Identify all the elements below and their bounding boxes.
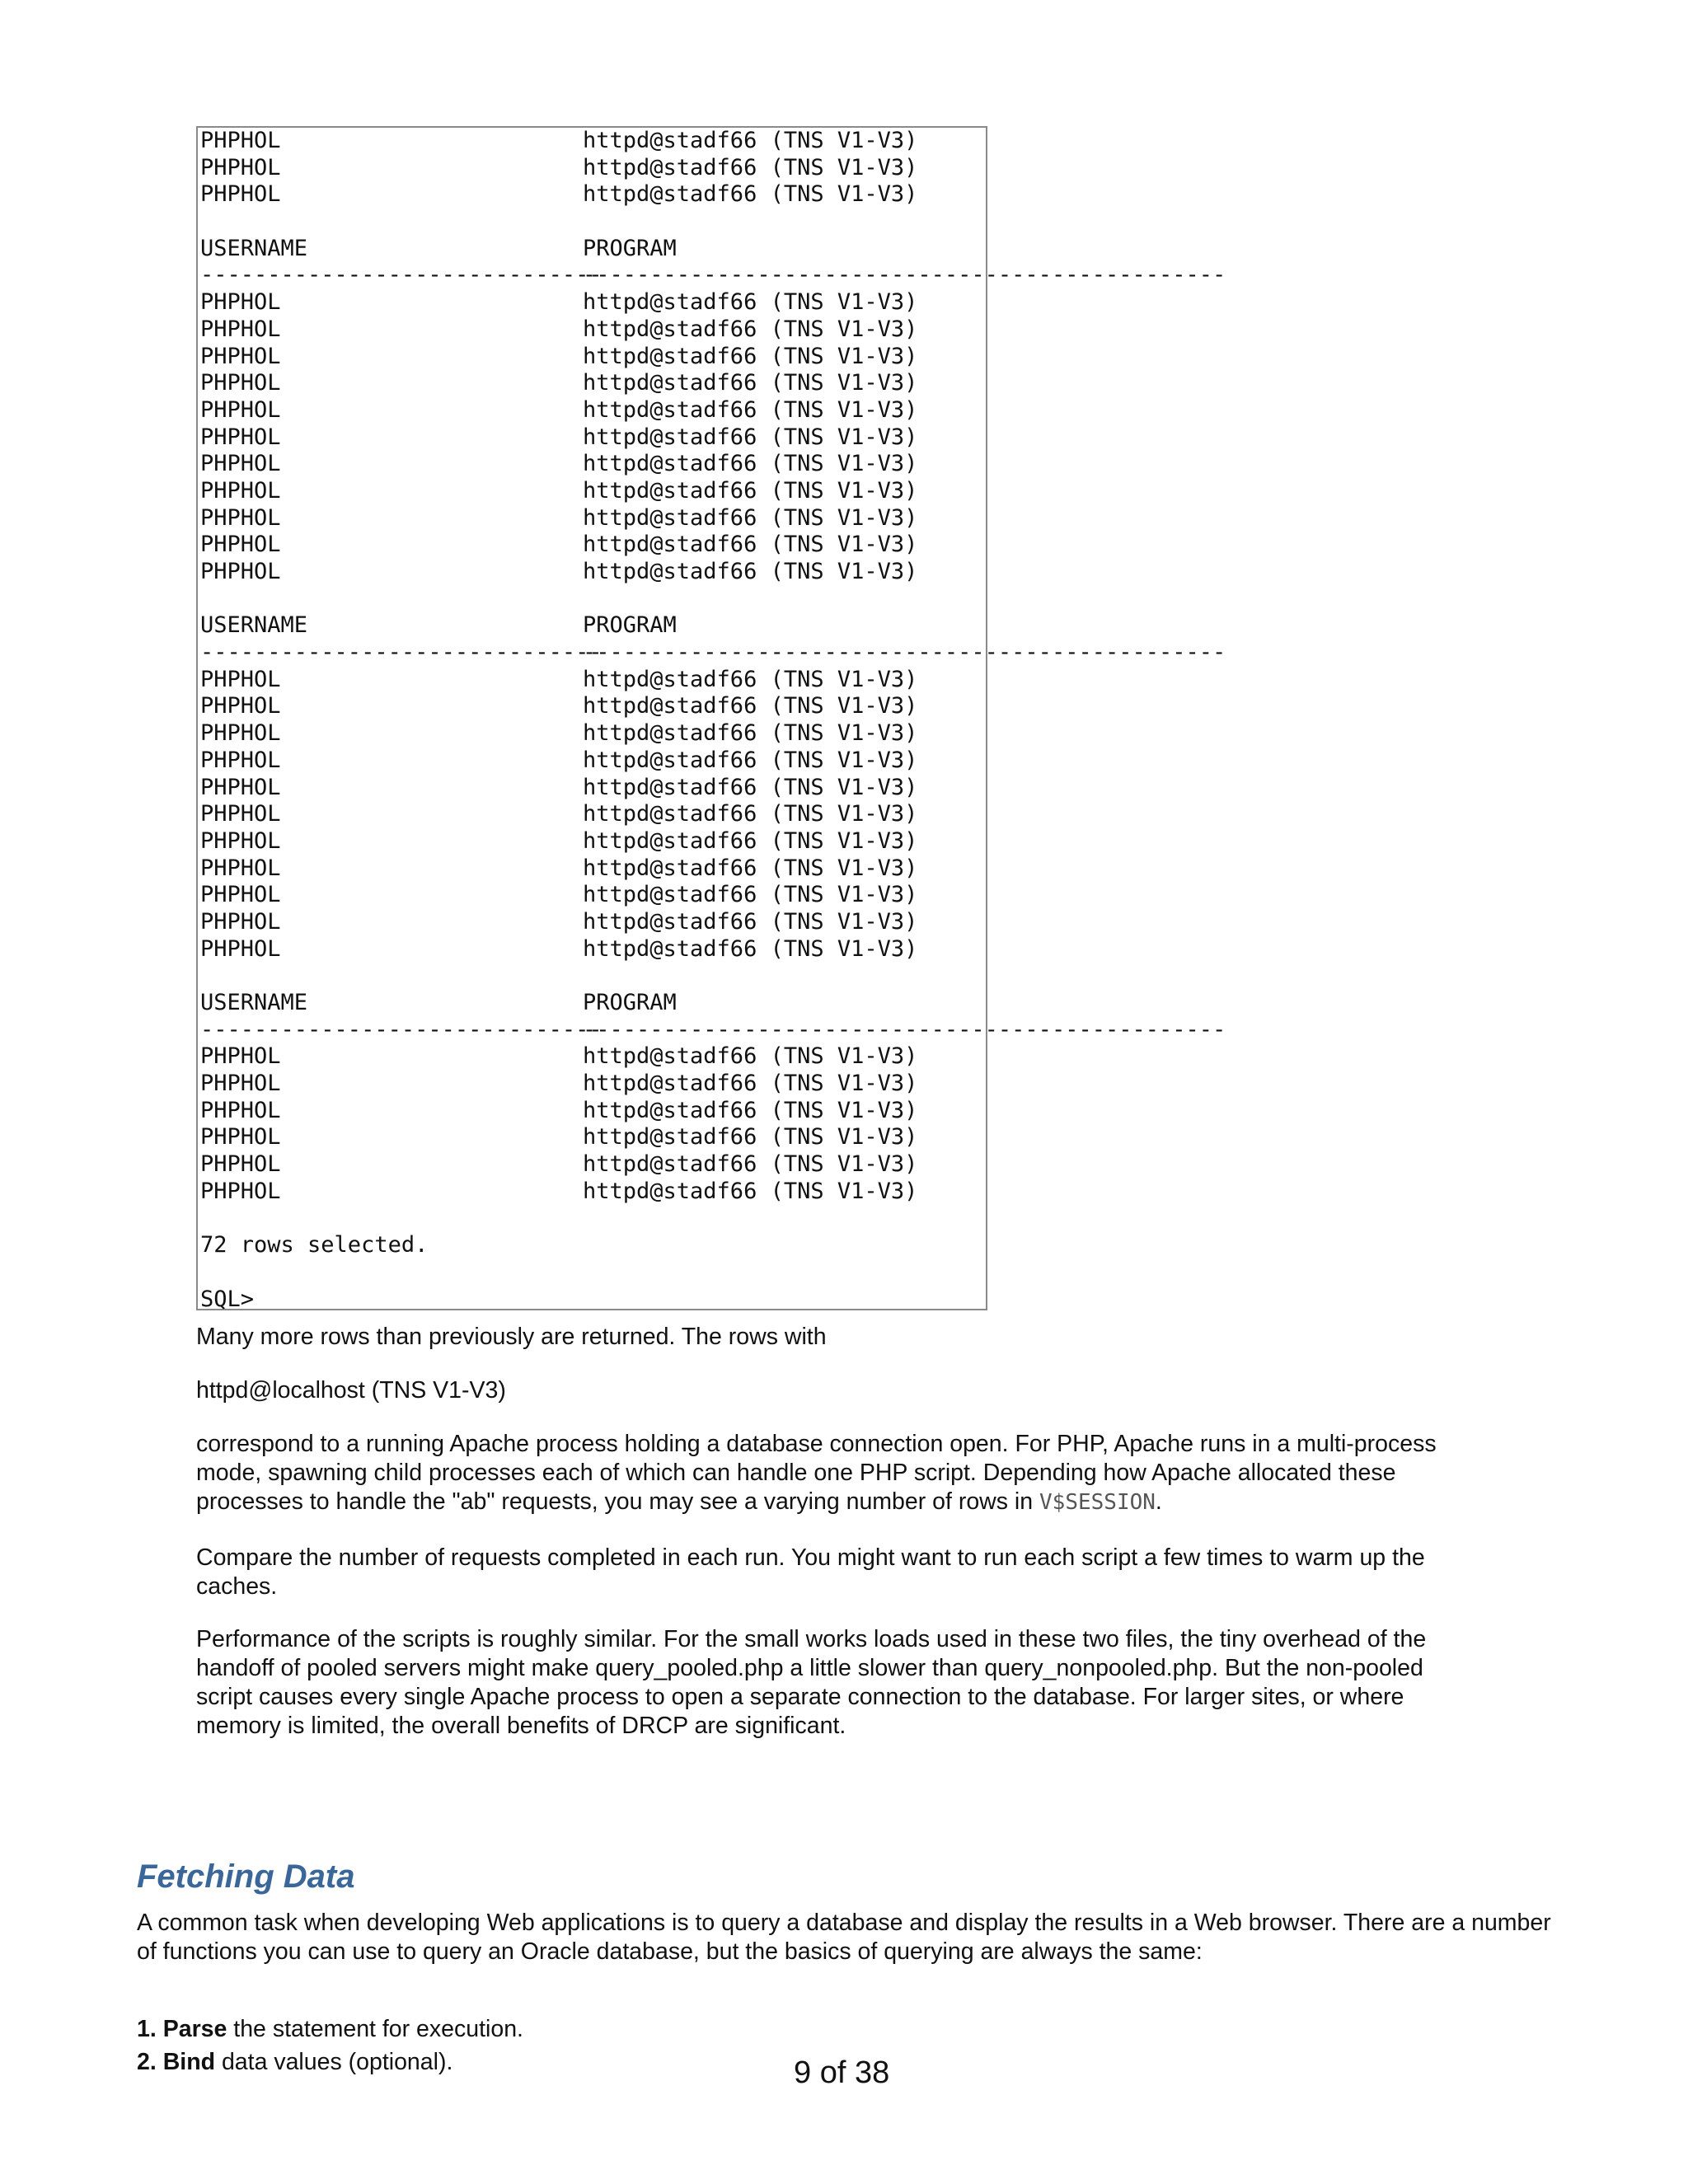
session-row <box>200 720 986 748</box>
header-separator <box>200 1016 1226 1044</box>
session-row <box>200 155 986 182</box>
paragraph-compare-requests: Compare the number of requests completed in each run. You might want to run each script a few times to warm up the caches. <box>196 1544 1425 1600</box>
blank-line <box>200 1259 986 1286</box>
session-row <box>200 909 986 936</box>
section-heading-fetching-data: Fetching Data <box>137 1858 355 1895</box>
section-intro: A common task when developing Web applications is to query a database and display the results in a Web browser. There are a number of functions you can use to query an Oracle database, but the basics of querying are always the same: <box>137 1910 1551 1965</box>
paragraph-program-name: httpd@localhost (TNS V1-V3) <box>196 1377 506 1404</box>
session-row-program: httpd@stadf66 (TNS V1-V3) <box>583 827 918 854</box>
session-row-username: PHPHOL <box>200 693 281 719</box>
column-header-row <box>200 236 986 263</box>
session-row <box>200 667 986 694</box>
session-row-username: PHPHOL <box>200 747 281 773</box>
session-row <box>200 532 986 559</box>
session-row <box>200 936 986 963</box>
blank-line <box>200 586 986 613</box>
session-row-program: httpd@stadf66 (TNS V1-V3) <box>583 882 918 908</box>
paragraph-rows-returned: Many more rows than previously are returned. The rows with <box>196 1324 827 1350</box>
header-separator <box>200 262 1226 289</box>
list-item <box>137 2013 523 2046</box>
session-row <box>200 316 986 344</box>
session-row-username: PHPHOL <box>200 1178 281 1204</box>
session-row <box>200 693 986 720</box>
session-row <box>200 505 986 532</box>
session-row-username: PHPHOL <box>200 855 281 881</box>
column-header-row <box>200 990 986 1017</box>
session-row-program: httpd@stadf66 (TNS V1-V3) <box>583 1124 918 1151</box>
session-row-username: PHPHOL <box>200 1151 281 1178</box>
session-row-username: PHPHOL <box>200 666 281 692</box>
session-row <box>200 128 986 155</box>
header-separator <box>200 640 1226 667</box>
session-row-program: httpd@stadf66 (TNS V1-V3) <box>583 424 918 450</box>
session-row-program: httpd@stadf66 (TNS V1-V3) <box>583 774 918 800</box>
vsession-code: V$SESSION <box>1039 1490 1156 1515</box>
column-header-row-program: PROGRAM <box>583 990 677 1015</box>
step-keyword: Bind <box>162 2049 216 2075</box>
paragraph-apache-process <box>196 1430 1482 1517</box>
session-row-username: PHPHOL <box>200 801 281 827</box>
session-row-username: PHPHOL <box>200 1124 281 1151</box>
session-row-program: httpd@stadf66 (TNS V1-V3) <box>583 855 918 881</box>
session-row <box>200 1098 986 1125</box>
step-keyword: Parse <box>162 2016 227 2042</box>
rows-selected-line: 72 rows selected. <box>200 1232 429 1258</box>
sql-prompt: SQL> <box>200 1286 255 1312</box>
session-row-username: PHPHOL <box>200 128 281 153</box>
session-row <box>200 1151 986 1179</box>
session-row-username: PHPHOL <box>200 154 281 180</box>
session-row-program: httpd@stadf66 (TNS V1-V3) <box>583 181 918 208</box>
column-header-row-username: USERNAME <box>200 990 308 1015</box>
session-row-program: httpd@stadf66 (TNS V1-V3) <box>583 504 918 531</box>
session-row-username: PHPHOL <box>200 396 281 423</box>
session-row-username: PHPHOL <box>200 882 281 908</box>
separator-program: ------------------------------------------------ <box>583 1016 1226 1043</box>
session-row <box>200 344 986 371</box>
session-row <box>200 289 986 316</box>
session-row <box>200 801 986 828</box>
session-row-username: PHPHOL <box>200 935 281 962</box>
step-number: 2. <box>137 2049 157 2075</box>
session-row-program: httpd@stadf66 (TNS V1-V3) <box>583 1151 918 1178</box>
session-row-username: PHPHOL <box>200 477 281 504</box>
session-row <box>200 397 986 424</box>
session-row-program: httpd@stadf66 (TNS V1-V3) <box>583 532 918 558</box>
session-row <box>200 478 986 505</box>
session-row <box>200 1043 986 1071</box>
session-row-username: PHPHOL <box>200 181 281 208</box>
session-row-username: PHPHOL <box>200 559 281 584</box>
session-row <box>200 451 986 478</box>
session-row-username: PHPHOL <box>200 1043 281 1070</box>
session-row <box>200 775 986 802</box>
column-header-row-program: PROGRAM <box>583 235 677 261</box>
paragraph-performance: Performance of the scripts is roughly similar. For the small works loads used in these two files, the tiny overhead of the handoff of pooled servers might make query_pooled.php a little slower than query_nonpooled.php. But the non-pooled script causes every single Apache process to open a separate connection to the database. For larger sites, or where memory is limited, the overall benefits of DRCP are significant. <box>196 1626 1427 1739</box>
blank-line <box>200 209 986 236</box>
session-row-program: httpd@stadf66 (TNS V1-V3) <box>583 747 918 773</box>
session-row-username: PHPHOL <box>200 532 281 558</box>
list-item <box>137 2046 523 2079</box>
session-row-program: httpd@stadf66 (TNS V1-V3) <box>583 559 918 584</box>
session-row-program: httpd@stadf66 (TNS V1-V3) <box>583 477 918 504</box>
session-row-program: httpd@stadf66 (TNS V1-V3) <box>583 693 918 719</box>
session-row <box>200 424 986 452</box>
session-row-username: PHPHOL <box>200 720 281 747</box>
session-row-program: httpd@stadf66 (TNS V1-V3) <box>583 720 918 747</box>
step-number: 1. <box>137 2016 157 2042</box>
session-row-username: PHPHOL <box>200 289 281 316</box>
session-row <box>200 828 986 855</box>
session-row-username: PHPHOL <box>200 451 281 477</box>
session-row <box>200 181 986 209</box>
sql-terminal-output <box>196 126 1226 1312</box>
session-row-program: httpd@stadf66 (TNS V1-V3) <box>583 154 918 180</box>
session-row-program: httpd@stadf66 (TNS V1-V3) <box>583 1043 918 1070</box>
separator-username: ------------------------------ <box>200 1016 603 1043</box>
column-header-row-username: USERNAME <box>200 612 308 639</box>
session-row <box>200 1071 986 1098</box>
session-row-program: httpd@stadf66 (TNS V1-V3) <box>583 289 918 316</box>
session-row-username: PHPHOL <box>200 774 281 800</box>
session-row-username: PHPHOL <box>200 316 281 342</box>
blank-line <box>200 963 986 990</box>
column-header-row <box>200 612 986 640</box>
separator-username: ------------------------------ <box>200 640 603 666</box>
session-row-program: httpd@stadf66 (TNS V1-V3) <box>583 908 918 935</box>
session-row-username: PHPHOL <box>200 908 281 935</box>
session-row-username: PHPHOL <box>200 1071 281 1097</box>
session-row-program: httpd@stadf66 (TNS V1-V3) <box>583 1071 918 1097</box>
paragraph-apache-process-end: . <box>1155 1488 1162 1515</box>
blank-line <box>200 1206 986 1233</box>
session-row-program: httpd@stadf66 (TNS V1-V3) <box>583 128 918 153</box>
page-number: 9 of 38 <box>794 2055 890 2090</box>
session-row <box>200 882 986 909</box>
session-row-program: httpd@stadf66 (TNS V1-V3) <box>583 343 918 369</box>
column-header-row-program: PROGRAM <box>583 612 677 639</box>
session-row-program: httpd@stadf66 (TNS V1-V3) <box>583 666 918 692</box>
session-row-username: PHPHOL <box>200 1097 281 1123</box>
session-row <box>200 1124 986 1151</box>
session-row-program: httpd@stadf66 (TNS V1-V3) <box>583 451 918 477</box>
session-row-username: PHPHOL <box>200 827 281 854</box>
session-row-program: httpd@stadf66 (TNS V1-V3) <box>583 370 918 396</box>
query-steps-list <box>137 2013 523 2079</box>
separator-program: ------------------------------------------------ <box>583 640 1226 666</box>
session-row-username: PHPHOL <box>200 370 281 396</box>
session-row-program: httpd@stadf66 (TNS V1-V3) <box>583 801 918 827</box>
separator-program: ------------------------------------------------ <box>583 262 1226 288</box>
session-row-program: httpd@stadf66 (TNS V1-V3) <box>583 935 918 962</box>
session-row <box>200 855 986 883</box>
session-row-username: PHPHOL <box>200 504 281 531</box>
session-row-program: httpd@stadf66 (TNS V1-V3) <box>583 1178 918 1204</box>
session-row <box>200 370 986 397</box>
session-row-username: PHPHOL <box>200 424 281 450</box>
session-row-program: httpd@stadf66 (TNS V1-V3) <box>583 396 918 423</box>
paragraph-apache-process-text: correspond to a running Apache process holding a database connection open. For PHP, Apache runs in a multi-process mode, spawning child processes each of which can handle one PHP script. Depending how Apache allocated these processes to handle the "ab" requests, you may see a varying number of rows in <box>196 1431 1437 1515</box>
session-row <box>200 559 986 586</box>
session-row-program: httpd@stadf66 (TNS V1-V3) <box>583 316 918 342</box>
session-row-program: httpd@stadf66 (TNS V1-V3) <box>583 1097 918 1123</box>
separator-username: ------------------------------ <box>200 262 603 288</box>
session-row <box>200 748 986 775</box>
step-description: data values (optional). <box>215 2049 453 2075</box>
session-row <box>200 1179 986 1206</box>
session-row-username: PHPHOL <box>200 343 281 369</box>
step-description: the statement for execution. <box>227 2016 523 2042</box>
column-header-row-username: USERNAME <box>200 235 308 261</box>
